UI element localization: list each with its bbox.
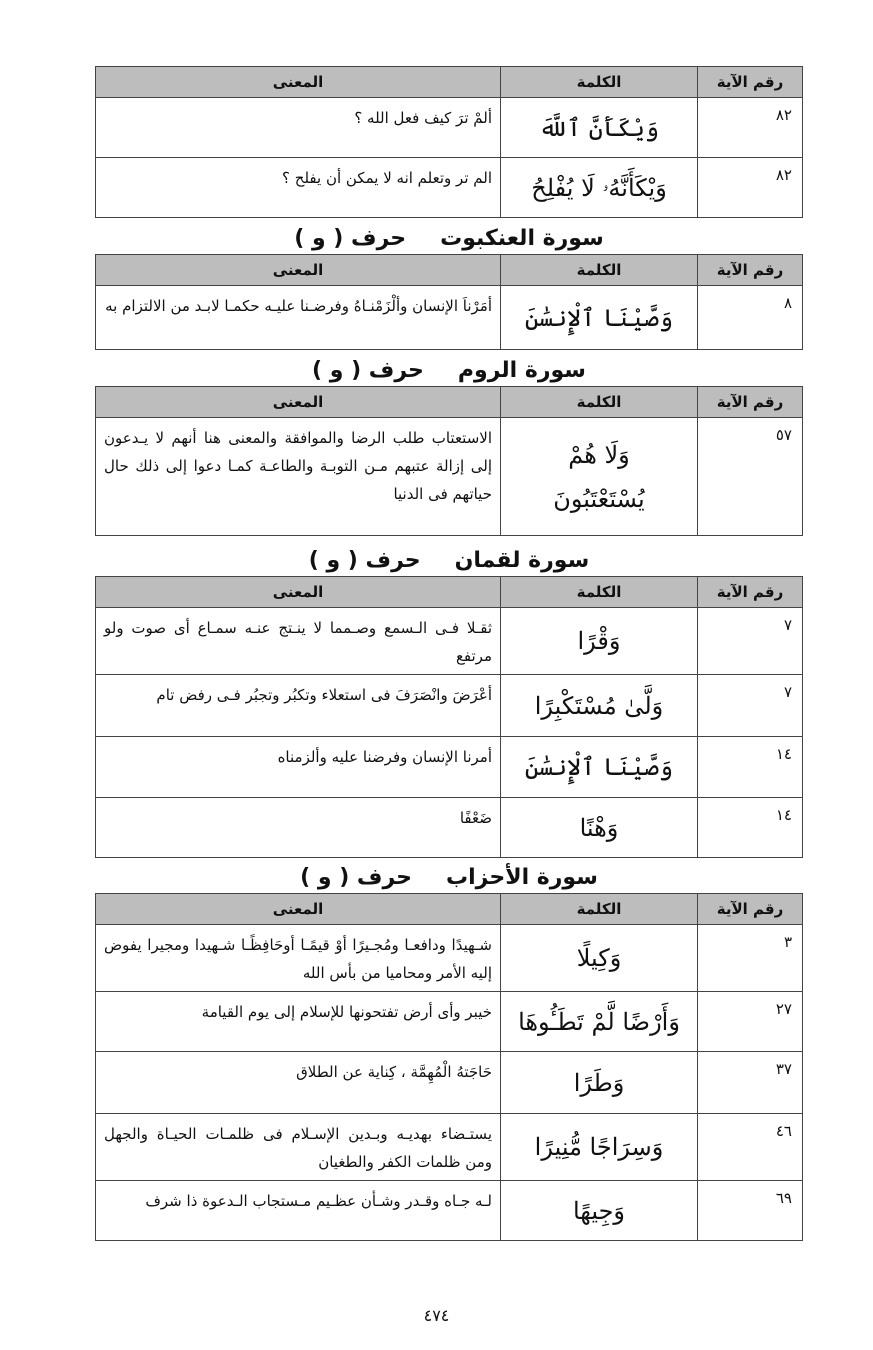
word-meaning: أمَرْناَ الإنسان وألْزَمْنـاهُ وفرضـنا عليـه حكمـا لابـد من الالتزام به <box>96 286 501 350</box>
header-ayah-number: رقم الآية <box>698 255 803 286</box>
ayah-number: ٤٦ <box>698 1114 803 1181</box>
table-row <box>96 675 803 737</box>
word-meaning: خيبر وأى أرض تفتحونها للإسلام إلى يوم القيامة <box>96 992 501 1052</box>
header-ayah-number: رقم الآية <box>698 577 803 608</box>
word-text: وَيْكَأَنَّ ٱللَّهَ <box>538 113 660 142</box>
page-number: ٤٧٤ <box>423 1306 450 1325</box>
word-meaning: شـهيدًا ودافعـا ومُجـيرًا أوْ قيمًـا أوحَافِظًـا شـهيدا ومجيرا يفوض إليه الأمر ومحاميا من بأس الله <box>96 925 501 992</box>
section-rum <box>95 356 803 536</box>
quran-word <box>501 1052 698 1114</box>
surah-name: سورة الروم <box>457 358 586 383</box>
quran-word <box>501 737 698 798</box>
word-meaning: يستـضاء بهديـه وبـدين الإسـلام فى ظلمـات الحيـاة والجهل ومن ظلمات الكفر والطغيان <box>96 1114 501 1181</box>
vocab-table <box>95 386 803 536</box>
harf-label: حرف ( و ) <box>312 358 424 383</box>
quran-word <box>501 798 698 858</box>
harf-label: حرف ( و ) <box>300 865 412 890</box>
quran-word <box>501 418 698 536</box>
quran-word <box>501 925 698 992</box>
word-text: وَأَرْضًا لَّمْ تَطَـُٔوهَا <box>518 1007 680 1036</box>
header-word: الكلمة <box>501 255 698 286</box>
table-row <box>96 608 803 675</box>
ayah-number: ١٤ <box>698 798 803 858</box>
word-meaning: ضَعْفًا <box>96 798 501 858</box>
word-text: وَقْرًا <box>577 627 621 655</box>
quran-word <box>501 1181 698 1241</box>
quran-word <box>501 158 698 218</box>
quran-word <box>501 675 698 737</box>
word-text: وَلَا هُمْ <box>568 440 630 469</box>
quran-word <box>501 992 698 1052</box>
quran-word <box>501 1114 698 1181</box>
vocab-table <box>95 66 803 218</box>
section-continuation <box>95 66 803 218</box>
word-text: وَجِيهًا <box>572 1196 626 1225</box>
header-meaning: المعنى <box>96 255 501 286</box>
table-row <box>96 286 803 350</box>
ayah-number: ١٤ <box>698 737 803 798</box>
header-meaning: المعنى <box>96 894 501 925</box>
table-row <box>96 1052 803 1114</box>
table-header-row <box>96 577 803 608</box>
word-text: وَيْكَأَنَّهُۥ لَا يُفْلِحُ <box>531 173 667 202</box>
table-header-row <box>96 255 803 286</box>
section-title <box>95 356 803 386</box>
table-row <box>96 1181 803 1241</box>
word-text: وَلَّىٰ مُسْتَكْبِرًا <box>534 691 664 720</box>
ayah-number: ٧ <box>698 608 803 675</box>
vocab-table <box>95 893 803 1241</box>
header-meaning: المعنى <box>96 67 501 98</box>
section-ahzab <box>95 863 803 1241</box>
table-row <box>96 925 803 992</box>
table-row <box>96 1114 803 1181</box>
header-ayah-number: رقم الآية <box>698 387 803 418</box>
surah-name: سورة العنكبوت <box>440 226 604 251</box>
word-text: وَصَّيْنَا ٱلْإِنسَٰنَ <box>524 303 674 332</box>
header-word: الكلمة <box>501 67 698 98</box>
vocab-table <box>95 254 803 350</box>
header-word: الكلمة <box>501 577 698 608</box>
quran-word <box>501 286 698 350</box>
header-meaning: المعنى <box>96 387 501 418</box>
surah-name: سورة الأحزاب <box>446 865 598 890</box>
table-header-row <box>96 387 803 418</box>
harf-label: حرف ( و ) <box>308 548 421 573</box>
header-ayah-number: رقم الآية <box>698 894 803 925</box>
word-meaning: الاستعتاب طلب الرضا والموافقة والمعنى هنا أنهم لا يـدعون إلى إزالة عتبهم مـن التوبـة والطاعـة كمـا دعوا إلى ذلك حال حياتهم فى الدنيا <box>96 418 501 536</box>
word-text: يُسْتَعْتَبُونَ <box>553 484 645 513</box>
table-header-row <box>96 894 803 925</box>
table-row <box>96 98 803 158</box>
table-row <box>96 158 803 218</box>
ayah-number: ٢٧ <box>698 992 803 1052</box>
header-word: الكلمة <box>501 894 698 925</box>
section-title <box>95 546 803 576</box>
table-row <box>96 798 803 858</box>
ayah-number: ٧ <box>698 675 803 737</box>
word-meaning: حَاجَتهُ الْمُهِمَّة ، كِناية عن الطلاق <box>96 1052 501 1114</box>
quran-word <box>501 608 698 675</box>
word-meaning: لـه جـاه وقـدر وشـأن عظـيم مـستجاب الـدعوة ذا شرف <box>96 1181 501 1241</box>
section-title <box>95 224 803 254</box>
word-text: وَهْنًا <box>579 813 619 842</box>
word-text: وَكِيلًا <box>576 944 622 972</box>
section-ankabut <box>95 224 803 350</box>
harf-label: حرف ( و ) <box>294 226 407 251</box>
header-meaning: المعنى <box>96 577 501 608</box>
word-meaning: ثقـلا فـى الـسمع وصـمما لا ينـتج عنـه سمـاع أى صوت ولو مرتفع <box>96 608 501 675</box>
surah-name: سورة لقمان <box>454 548 590 573</box>
section-title <box>95 863 803 893</box>
ayah-number: ٥٧ <box>698 418 803 536</box>
ayah-number: ٣٧ <box>698 1052 803 1114</box>
vocab-table <box>95 576 803 858</box>
table-row <box>96 737 803 798</box>
ayah-number: ٨٢ <box>698 158 803 218</box>
table-row <box>96 992 803 1052</box>
word-text: وَطَرًا <box>573 1068 625 1097</box>
ayah-number: ٨٢ <box>698 98 803 158</box>
word-meaning: الم تر وتعلم انه لا يمكن أن يفلح ؟ <box>96 158 501 218</box>
section-luqman <box>95 546 803 858</box>
header-ayah-number: رقم الآية <box>698 67 803 98</box>
table-row <box>96 418 803 536</box>
quran-word <box>501 98 698 158</box>
word-text: وَصَّيْنَا ٱلْإِنسَٰنَ <box>524 753 674 781</box>
table-header-row <box>96 67 803 98</box>
ayah-number: ٣ <box>698 925 803 992</box>
word-meaning: ألمْ ترَ كيف فعل الله ؟ <box>96 98 501 158</box>
header-word: الكلمة <box>501 387 698 418</box>
word-text: وَسِرَاجًا مُّنِيرًا <box>534 1133 664 1161</box>
word-meaning: أعْرَضَ وانْصَرَفَ فى استعلاء وتكبُر وتجبُر فـى رفض تام <box>96 675 501 737</box>
ayah-number: ٦٩ <box>698 1181 803 1241</box>
ayah-number: ٨ <box>698 286 803 350</box>
word-meaning: أمرنا الإنسان وفرضنا عليه وألزمناه <box>96 737 501 798</box>
